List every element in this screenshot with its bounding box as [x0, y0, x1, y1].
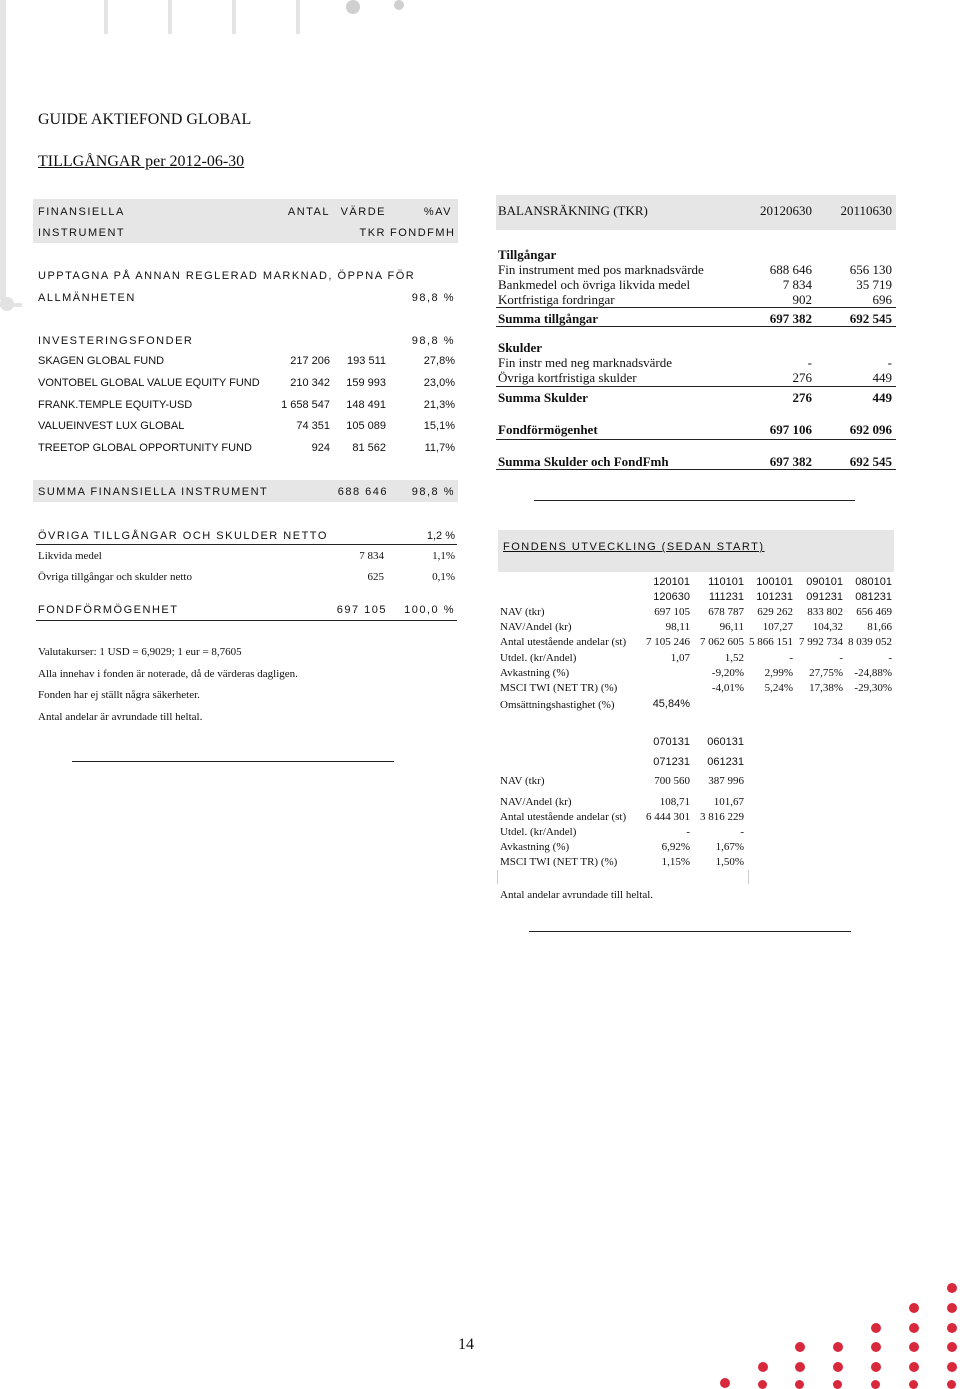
- period-to: 071231: [653, 756, 690, 768]
- period-from: 100101: [756, 576, 793, 588]
- dev2-label: NAV (tkr): [500, 775, 545, 787]
- liab-total-label: Summa Skulder: [498, 390, 588, 405]
- note: Antal andelar är avrundade till heltal.: [38, 711, 203, 723]
- dev-value: -24,88%: [854, 667, 892, 679]
- holding-pct: 27,8%: [423, 355, 455, 367]
- liab-v1: 276: [792, 370, 812, 385]
- dev-value: 7 105 246: [646, 636, 690, 648]
- assets-total-label: Summa tillgångar: [498, 311, 599, 326]
- holding-varde: 105 089: [346, 420, 386, 432]
- assets-total-v2: 692 545: [849, 311, 892, 326]
- holding-varde: 81 562: [352, 442, 386, 454]
- total-pct: 98,8 %: [411, 486, 455, 498]
- asset-label: Bankmedel och övriga likvida medel: [498, 277, 691, 292]
- other-row-pct: 0,1%: [432, 571, 455, 583]
- holding-antal: 217 206: [290, 355, 330, 367]
- liab-v1: -: [807, 355, 812, 370]
- dev-label: NAV/Andel (kr): [500, 621, 572, 633]
- dev-value: -: [839, 652, 843, 664]
- holding-pct: 15,1%: [423, 420, 455, 432]
- other-heading-pct: 1,2 %: [426, 530, 455, 542]
- assets-total-v1: 697 382: [769, 311, 812, 326]
- dev2-value: 1,50%: [715, 856, 744, 868]
- dev2-value: 700 560: [654, 775, 690, 787]
- col-header-pct2: FONDFMH: [390, 227, 456, 239]
- dev2-label: NAV/Andel (kr): [500, 796, 572, 808]
- development-note: Antal andelar avrundade till heltal.: [500, 889, 654, 901]
- dev2-value: 3 816 229: [700, 811, 744, 823]
- holding-pct: 11,7%: [424, 442, 455, 454]
- holding-pct: 23,0%: [423, 377, 455, 389]
- liab-total-v2: 449: [872, 390, 892, 405]
- holding-name: SKAGEN GLOBAL FUND: [38, 355, 165, 367]
- holding-varde: 159 993: [346, 377, 386, 389]
- dev2-value: -: [686, 826, 690, 838]
- dev2-value: 6,92%: [661, 841, 690, 853]
- dev-value: 8 039 052: [848, 636, 892, 648]
- asset-v1: 7 834: [782, 277, 812, 292]
- dev-value: 2,99%: [764, 667, 793, 679]
- col-header-antal: ANTAL: [287, 206, 330, 218]
- liab-heading: Skulder: [498, 340, 543, 355]
- holding-varde: 148 491: [346, 399, 386, 411]
- holding-pct: 21,3%: [423, 399, 455, 411]
- fund-label: Fondförmögenhet: [498, 422, 598, 437]
- period-from: 090101: [806, 576, 843, 588]
- holding-name: FRANK.TEMPLE EQUITY-USD: [38, 399, 193, 411]
- asset-v1: 902: [792, 292, 812, 307]
- dev2-value: 387 996: [708, 775, 744, 787]
- period-from: 060131: [707, 736, 744, 748]
- dev-value: 629 262: [757, 606, 793, 618]
- period-from: 120101: [653, 576, 690, 588]
- asset-v2: 35 719: [856, 277, 892, 292]
- dev-value: 107,27: [762, 621, 793, 633]
- other-row-varde: 7 834: [359, 550, 384, 562]
- period-to: 081231: [855, 591, 892, 603]
- dev2-label: Utdel. (kr/Andel): [500, 826, 577, 838]
- other-row-varde: 625: [367, 571, 384, 583]
- grand-total-label: Summa Skulder och FondFmh: [498, 454, 669, 469]
- assets-heading: Tillgångar: [498, 247, 557, 262]
- balance-col1: 20120630: [760, 203, 812, 218]
- dev2-value: 6 444 301: [646, 811, 690, 823]
- liab-label: Övriga kortfristiga skulder: [498, 370, 637, 385]
- dev2-value: 1,67%: [715, 841, 744, 853]
- dev-value: 833 802: [807, 606, 843, 618]
- holding-name: VONTOBEL GLOBAL VALUE EQUITY FUND: [38, 377, 260, 389]
- fund-wealth-label: FONDFÖRMÖGENHET: [38, 604, 179, 616]
- dev-value: -29,30%: [854, 682, 892, 694]
- fund-title: GUIDE AKTIEFOND GLOBAL: [38, 111, 252, 128]
- col-header-varde1: VÄRDE: [340, 206, 386, 218]
- grand-total-v2: 692 545: [849, 454, 892, 469]
- period-from: 070131: [653, 736, 690, 748]
- liab-total-v1: 276: [792, 390, 812, 405]
- balance-title: BALANSRÄKNING (TKR): [498, 203, 648, 218]
- col-header-varde2: TKR: [359, 227, 386, 239]
- dev-value: 5 866 151: [749, 636, 793, 648]
- note: Fonden har ej ställt några säkerheter.: [38, 689, 200, 701]
- holding-name: VALUEINVEST LUX GLOBAL: [38, 420, 185, 432]
- asset-v2: 656 130: [849, 262, 892, 277]
- dev-value: 7 062 605: [700, 636, 744, 648]
- liab-v2: 449: [872, 370, 892, 385]
- holding-antal: 74 351: [296, 420, 330, 432]
- dev2-value: -: [740, 826, 744, 838]
- dev-label: NAV (tkr): [500, 606, 545, 618]
- dev2-label: Avkastning (%): [500, 841, 570, 853]
- period-to: 091231: [806, 591, 843, 603]
- other-row-label: Likvida medel: [38, 550, 102, 562]
- other-heading: ÖVRIGA TILLGÅNGAR OCH SKULDER NETTO: [38, 530, 328, 542]
- dev-value: -: [789, 652, 793, 664]
- dev-value: 81,66: [867, 621, 892, 633]
- dev-value: 27,75%: [809, 667, 843, 679]
- dev-value: 96,11: [719, 621, 744, 633]
- dev2-value: 101,67: [713, 796, 744, 808]
- period-to: 101231: [756, 591, 793, 603]
- grand-total-v1: 697 382: [769, 454, 812, 469]
- period-from: 080101: [855, 576, 892, 588]
- period-to: 111231: [708, 591, 744, 603]
- dev2-value: 108,71: [659, 796, 690, 808]
- dev-value: 45,84%: [652, 698, 690, 710]
- section-pct: 98,8 %: [411, 335, 455, 347]
- holding-antal: 924: [311, 442, 330, 454]
- note: Alla innehav i fonden är noterade, då de värderas dagligen.: [38, 668, 298, 680]
- period-from: 110101: [708, 576, 744, 588]
- section-label: ALLMÄNHETEN: [38, 292, 136, 304]
- dev-value: 104,32: [812, 621, 843, 633]
- balance-col2: 20110630: [840, 203, 892, 218]
- col-header-label1: FINANSIELLA: [38, 206, 125, 218]
- section-label: INVESTERINGSFONDER: [38, 335, 194, 347]
- fund-wealth-pct: 100,0 %: [404, 604, 455, 616]
- dev-value: -9,20%: [711, 667, 744, 679]
- other-row-pct: 1,1%: [432, 550, 455, 562]
- section-label: UPPTAGNA PÅ ANNAN REGLERAD MARKNAD, ÖPPNA FÖR: [38, 270, 416, 282]
- holding-antal: 1 658 547: [281, 399, 330, 411]
- asset-v2: 696: [872, 292, 892, 307]
- dev-value: 697 105: [654, 606, 690, 618]
- fund-v1: 697 106: [769, 422, 812, 437]
- dev-value: 98,11: [665, 621, 690, 633]
- asset-label: Kortfristiga fordringar: [498, 292, 615, 307]
- dev-value: 656 469: [856, 606, 892, 618]
- holding-antal: 210 342: [290, 377, 330, 389]
- col-header-pct1: %AV: [423, 206, 452, 218]
- fund-v2: 692 096: [849, 422, 892, 437]
- dev-value: -4,01%: [711, 682, 744, 694]
- holdings-date-title: TILLGÅNGAR per 2012-06-30: [38, 153, 245, 170]
- section-pct: 98,8 %: [411, 292, 455, 304]
- dev-value: 1,52: [724, 652, 744, 664]
- period-to: 120630: [653, 591, 690, 603]
- dev-value: -: [888, 652, 892, 664]
- col-header-label2: INSTRUMENT: [38, 227, 126, 239]
- holding-varde: 193 511: [347, 355, 386, 367]
- dev2-value: 1,15%: [661, 856, 690, 868]
- liab-v2: -: [887, 355, 892, 370]
- dev-value: 17,38%: [809, 682, 843, 694]
- fund-wealth-varde: 697 105: [336, 604, 387, 616]
- note: Valutakurser: 1 USD = 6,9029; 1 eur = 8,7605: [38, 646, 242, 658]
- page-number: 14: [458, 1336, 474, 1353]
- period-to: 061231: [707, 756, 744, 768]
- total-label: SUMMA FINANSIELLA INSTRUMENT: [38, 486, 269, 498]
- dev-value: 7 992 734: [799, 636, 843, 648]
- dev-label: Utdel. (kr/Andel): [500, 652, 577, 664]
- asset-v1: 688 646: [769, 262, 812, 277]
- dev-value: 1,07: [670, 652, 690, 664]
- dev2-label: Antal utestående andelar (st): [500, 811, 627, 823]
- dev-label: Omsättningshastighet (%): [500, 699, 615, 711]
- total-varde: 688 646: [337, 486, 388, 498]
- dev-value: 5,24%: [764, 682, 793, 694]
- dev-label: Avkastning (%): [500, 667, 570, 679]
- holding-name: TREETOP GLOBAL OPPORTUNITY FUND: [38, 442, 252, 454]
- dev-value: 678 787: [708, 606, 744, 618]
- asset-label: Fin instrument med pos marknadsvärde: [498, 262, 704, 277]
- dev2-label: MSCI TWI (NET TR) (%): [500, 856, 618, 868]
- other-row-label: Övriga tillgångar och skulder netto: [38, 571, 192, 583]
- liab-label: Fin instr med neg marknadsvärde: [498, 355, 673, 370]
- dev-label: MSCI TWI (NET TR) (%): [500, 682, 618, 694]
- dev-label: Antal utestående andelar (st): [500, 636, 627, 648]
- development-title: FONDENS UTVECKLING (SEDAN START): [503, 541, 765, 553]
